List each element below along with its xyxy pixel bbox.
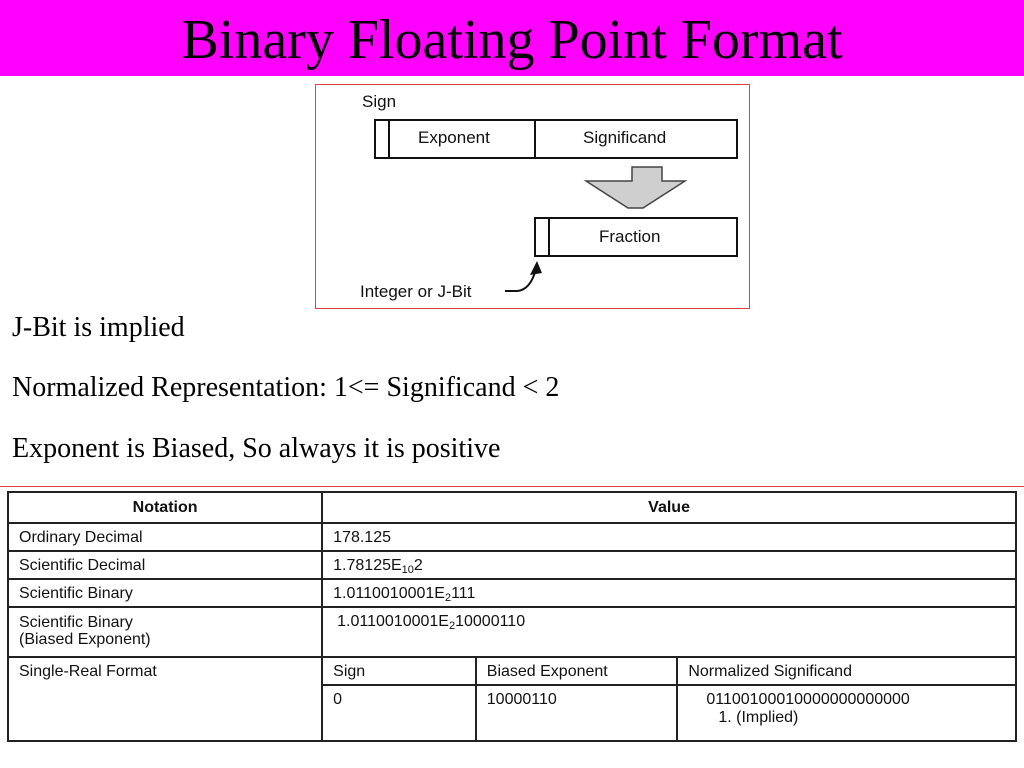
normalized-significand-subheader: Normalized Significand — [677, 657, 1016, 685]
value-mantissa: 1.78125E — [333, 557, 402, 574]
notation-cell: Ordinary Decimal — [8, 523, 322, 551]
value-header: Value — [322, 492, 1016, 523]
value-mantissa: 1.0110010001E — [337, 613, 449, 630]
value-base: 2 — [444, 592, 452, 604]
down-arrow-icon — [586, 167, 685, 208]
page-title: Binary Floating Point Format — [181, 9, 843, 71]
implied-bit-note: 1. (Implied) — [718, 709, 799, 726]
bullet-biased: Exponent is Biased, So always it is positive — [12, 433, 501, 464]
table-row — [8, 523, 1016, 551]
notation-cell: Scientific Binary — [8, 579, 322, 607]
significand-label: Significand — [583, 128, 667, 147]
notation-cell: Single-Real Format — [8, 657, 322, 741]
value-base: 2 — [448, 620, 456, 632]
sign-subheader: Sign — [322, 657, 476, 685]
value-cell: 178.125 — [322, 523, 1016, 551]
notation-line-2: (Biased Exponent) — [19, 631, 151, 648]
value-mantissa: 1.0110010001E — [333, 585, 445, 602]
value-base: 10 — [401, 564, 414, 576]
value-exponent: 111 — [451, 585, 476, 602]
value-cell — [322, 579, 1016, 607]
significand-bits: 01100100010000000000000 — [706, 691, 910, 708]
bullet-jbit: J-Bit is implied — [12, 312, 185, 343]
significand-value — [677, 685, 1016, 741]
notation-cell — [8, 607, 322, 657]
format-diagram — [315, 84, 750, 309]
table-row — [8, 579, 1016, 607]
j-bit-label: Integer or J-Bit — [360, 282, 472, 301]
value-cell — [322, 607, 1016, 657]
fraction-label: Fraction — [599, 227, 661, 246]
value-exponent: 10000110 — [455, 613, 526, 630]
biased-exponent-value: 10000110 — [476, 685, 678, 741]
notation-line-1: Scientific Binary — [19, 614, 133, 631]
j-bit-pointer-arrow — [505, 261, 542, 291]
biased-exponent-subheader: Biased Exponent — [476, 657, 678, 685]
bullet-normalized: Normalized Representation: 1<= Significand < 2 — [12, 372, 560, 403]
notation-header: Notation — [8, 492, 322, 523]
format-diagram-graphic — [316, 85, 751, 310]
table-row — [8, 657, 1016, 685]
value-exponent: 2 — [413, 557, 423, 574]
table-header-row — [8, 492, 1016, 523]
exponent-label: Exponent — [418, 128, 490, 147]
sign-value: 0 — [322, 685, 476, 741]
notation-cell: Scientific Decimal — [8, 551, 322, 579]
table-row — [8, 607, 1016, 657]
notation-table — [7, 491, 1017, 742]
table-row — [8, 551, 1016, 579]
sign-label: Sign — [362, 92, 397, 111]
divider-line — [0, 486, 1024, 487]
value-cell — [322, 551, 1016, 579]
